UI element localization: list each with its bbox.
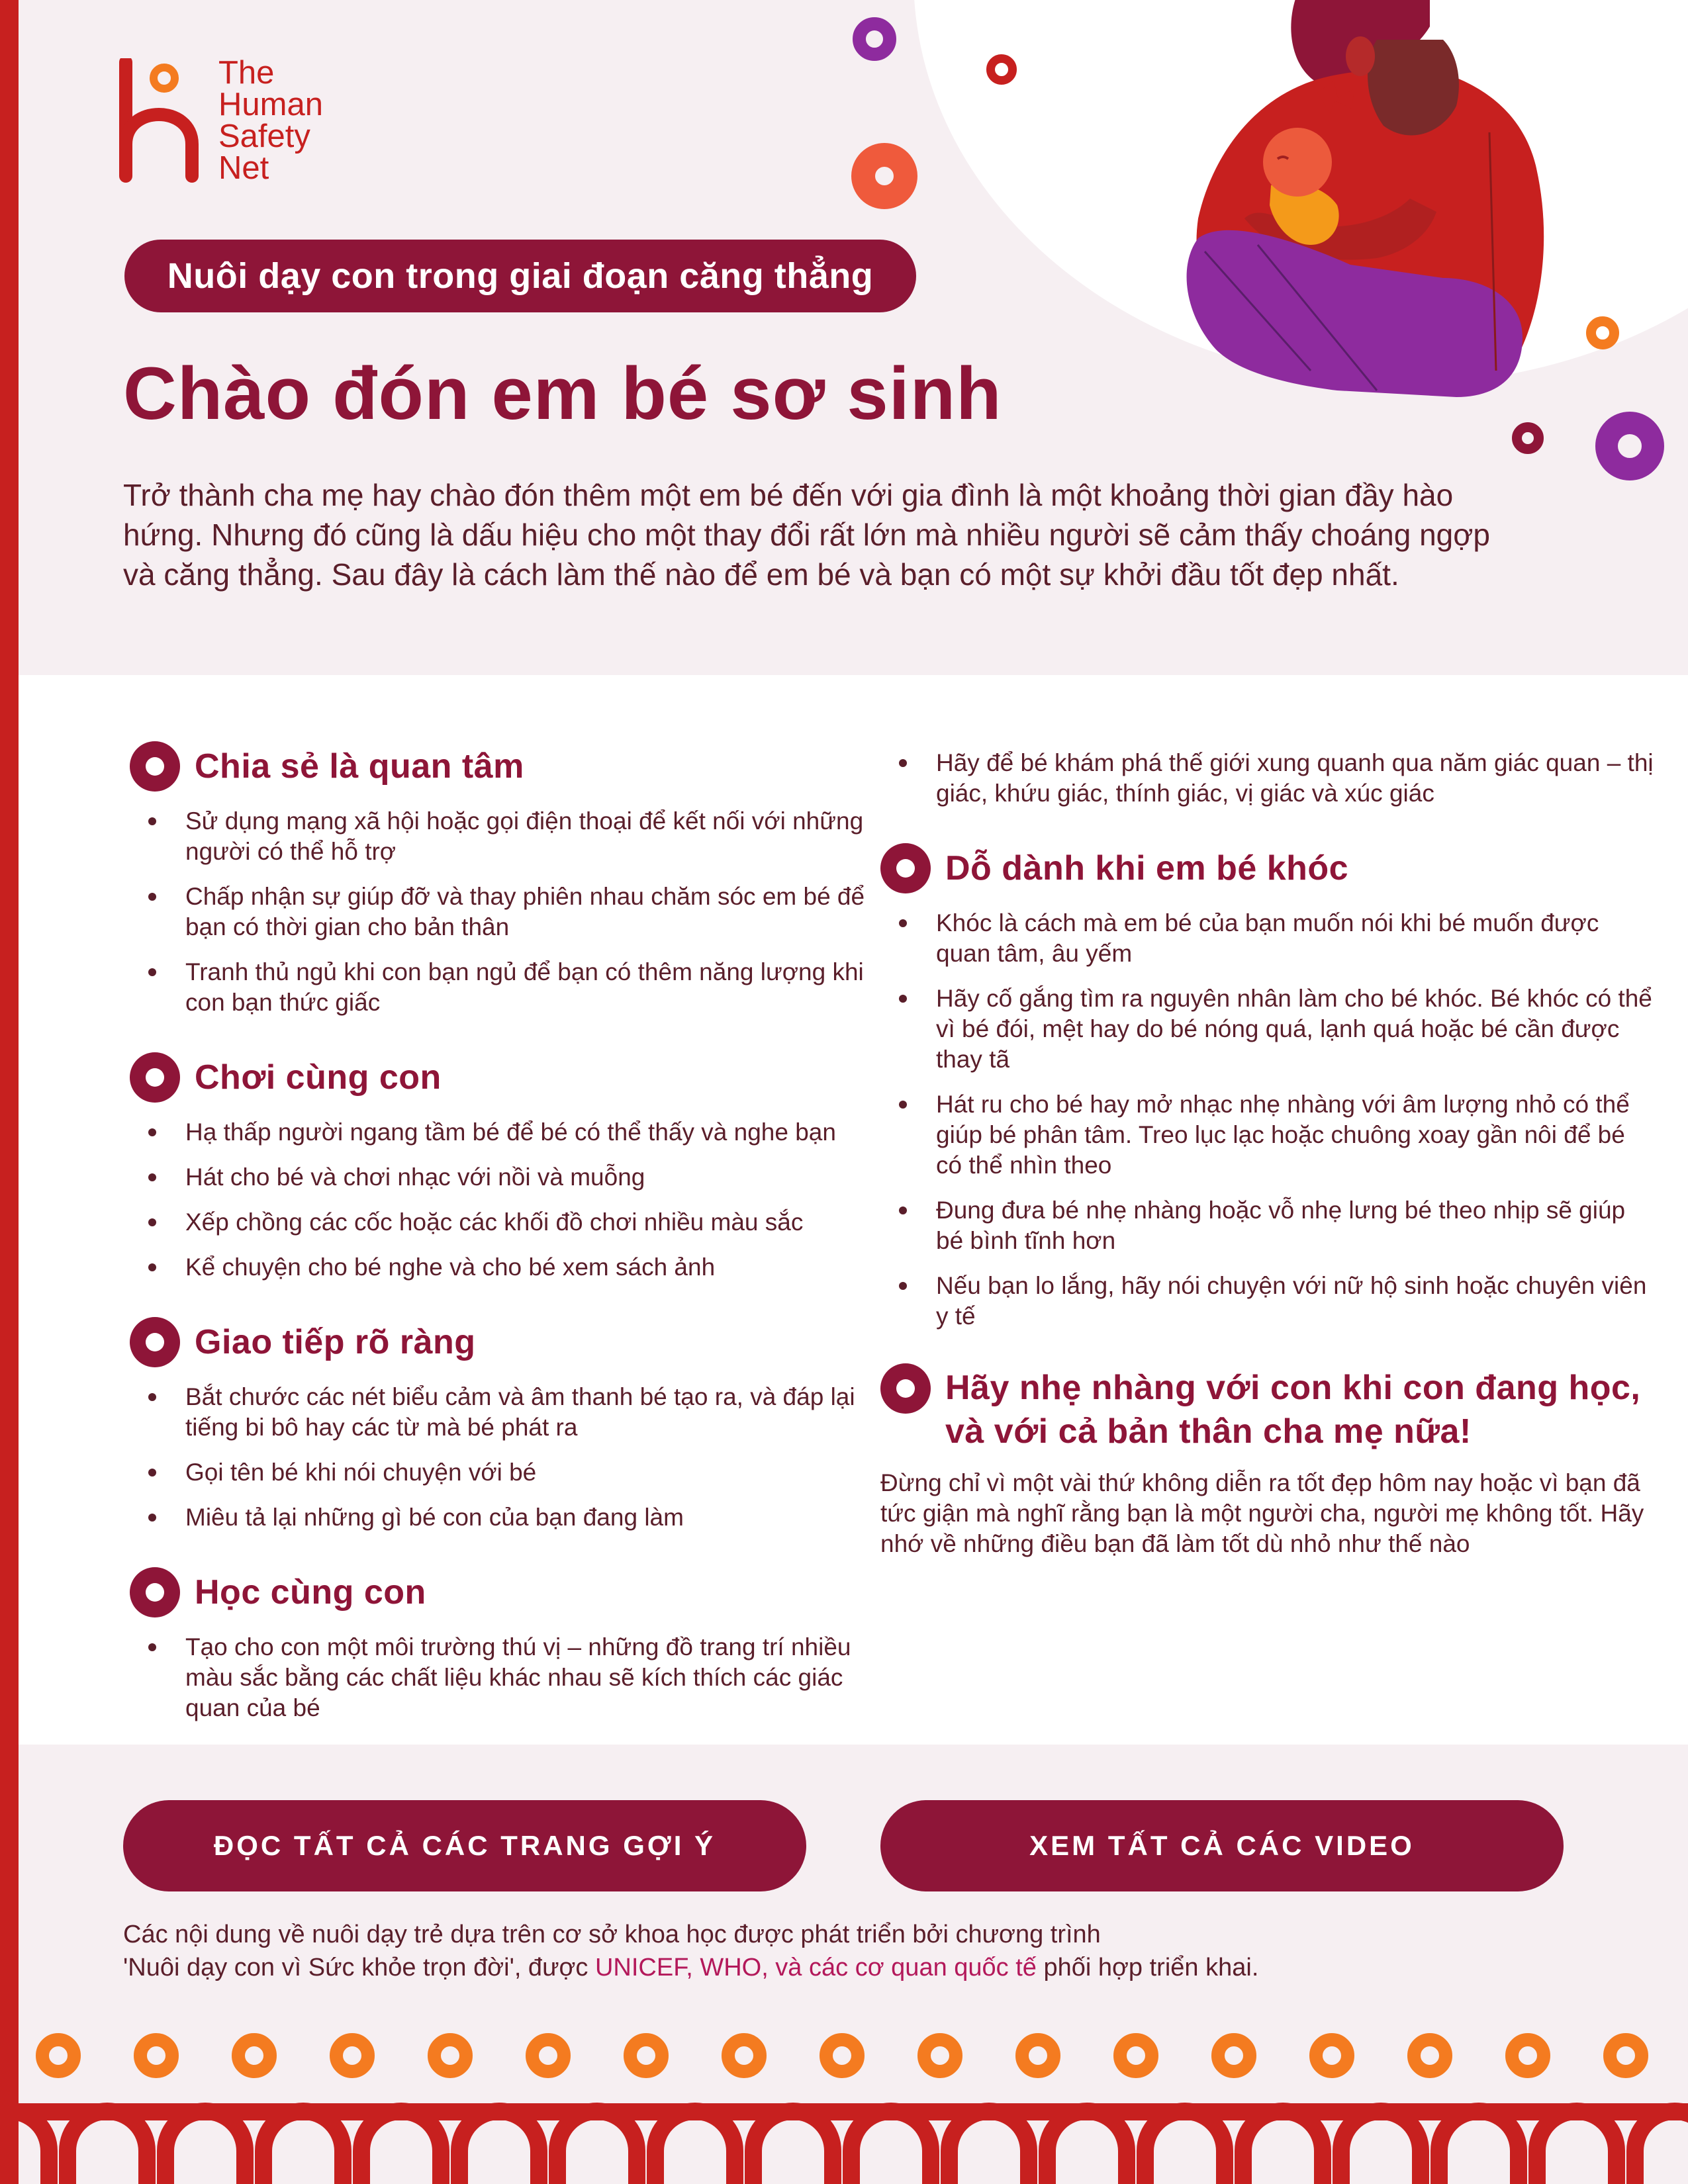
section-title: Giao tiếp rõ ràng [195,1323,476,1361]
list-item: Hãy để bé khám phá thế giới xung quanh qua năm giác quan – thị giác, khứu giác, thính giác, vị giác và xúc giác [936,748,1655,809]
decorative-ring [986,54,1017,85]
orange-ring [140,2040,172,2071]
decorative-ring [853,17,896,61]
red-arch [1439,2111,1519,2184]
section-header [130,1052,878,1103]
red-arch [1047,2111,1127,2184]
ring-bullet-icon [880,1363,931,1414]
list-item: Xếp chồng các cốc hoặc các khối đồ chơi nhiều màu sắc [185,1207,878,1238]
list-item: Khóc là cách mà em bé của bạn muốn nói khi bé muốn được quan tâm, âu yếm [936,908,1655,969]
orange-ring [238,2040,270,2071]
section-title: Chia sẻ là quan tâm [195,747,524,786]
red-arch [753,2111,833,2184]
closing-paragraph: Đừng chỉ vì một vài thứ không diễn ra tốt đẹp hôm nay hoặc vì bạn đã tức giận mà nghĩ rằng bạn là một người cha, người mẹ không tốt. Hãy nhớ về những điều bạn đã làm tốt dù nhỏ như thế nào [880,1469,1644,1557]
list-item: Hát ru cho bé hay mở nhạc nhẹ nhàng với âm lượng nhỏ có thể giúp bé phân tâm. Treo lục lạc hoặc chuông xoay gần nôi để bé có thể nhìn theo [936,1089,1655,1181]
list-item: Kể chuyện cho bé nghe và cho bé xem sách ảnh [185,1252,878,1283]
right-column [880,748,1655,1559]
list-item: Hãy cố gắng tìm ra nguyên nhân làm cho bé khóc. Bé khóc có thể vì bé đói, mệt hay do bé nóng quá, lạnh quá hoặc bé cần được thay tã [936,983,1655,1075]
red-arch [263,2111,343,2184]
page-title: Chào đón em bé sơ sinh [123,352,1002,435]
orange-ring [434,2040,466,2071]
list-item: Miêu tả lại những gì bé con của bạn đang làm [185,1502,878,1533]
credit-text [123,1918,1546,1984]
left-accent-stripe [0,0,19,2184]
section-header [880,1366,1655,1453]
red-arch [1341,2111,1421,2184]
section-title: Học cùng con [195,1573,426,1612]
orange-ring [1610,2040,1642,2071]
orange-ring [1414,2040,1446,2071]
decorative-ring [851,143,917,209]
series-label: Nuôi dạy con trong giai đoạn căng thẳng [124,240,916,312]
section-header [130,1567,878,1617]
list-item: Tạo cho con một môi trường thú vị – những đồ trang trí nhiều màu sắc bằng các chất liệu khác nhau sẽ kích thích các giác quan của bé [185,1632,878,1723]
orange-ring [924,2040,956,2071]
orange-ring [42,2040,74,2071]
tips-list [130,1632,878,1723]
tips-list [130,1117,878,1283]
orange-ring [336,2040,368,2071]
orange-ring [728,2040,760,2071]
red-arch [1635,2111,1688,2184]
orange-ring [1120,2040,1152,2071]
red-arch [68,2111,147,2184]
red-arch [851,2111,931,2184]
list-item: Gọi tên bé khi nói chuyện với bé [185,1457,878,1488]
red-arch [949,2111,1029,2184]
red-arch [459,2111,539,2184]
parent-holding-baby-illustration [1099,0,1549,424]
red-arch [0,2111,49,2184]
list-item: Chấp nhận sự giúp đỡ và thay phiên nhau chăm sóc em bé để bạn có thời gian cho bản thân [185,882,878,942]
section-header [130,1317,878,1367]
credit-line-1: Các nội dung về nuôi dạy trẻ dựa trên cơ sở khoa học được phát triển bởi chương trình [123,1921,1101,1948]
orange-ring [532,2040,564,2071]
read-all-tips-button[interactable]: ĐỌC TẤT CẢ CÁC TRANG GỢI Ý [123,1800,806,1891]
credit-line-2-start: 'Nuôi dạy con vì Sức khỏe trọn đời', được [123,1954,595,1981]
section-title: Dỗ dành khi em bé khóc [945,849,1349,887]
red-arch [165,2111,245,2184]
list-item: Tranh thủ ngủ khi con bạn ngủ để bạn có thêm năng lượng khi con bạn thức giấc [185,957,878,1018]
orange-ring [1022,2040,1054,2071]
red-arch [557,2111,637,2184]
red-arches [0,2111,1688,2184]
list-item: Sử dụng mạng xã hội hoặc gọi điện thoại để kết nối với những người có thể hỗ trợ [185,806,878,867]
intro-paragraph: Trở thành cha mẹ hay chào đón thêm một em bé đến với gia đình là một khoảng thời gian đầy hào hứng. Nhưng đó cũng là dấu hiệu cho một thay đổi rất lớn mà nhiều người sẽ cảm thấy choáng ngợp và căng thẳng. Sau đây là cách làm thế nào để em bé và bạn có một sự khởi đầu tốt đẹp nhất. [123,478,1491,592]
red-arch [1145,2111,1225,2184]
left-column [130,741,878,1738]
orange-rings [42,2040,1642,2071]
section-title: Chơi cùng con [195,1058,442,1097]
logo-wordmark: The Human Safety Net [218,55,323,186]
section-title: Hãy nhẹ nhàng với con khi con đang học, và với cả bản thân cha mẹ nữa! [945,1369,1641,1451]
section-header [880,843,1655,893]
partners-link[interactable]: UNICEF, WHO, và các cơ quan quốc tế [594,1954,1037,1981]
decorative-ring [1586,316,1619,349]
tips-list [880,908,1655,1332]
orange-ring [826,2040,858,2071]
ring-bullet-icon [130,1317,180,1367]
tips-list [880,748,1655,809]
list-item: Nếu bạn lo lắng, hãy nói chuyện với nữ hộ sinh hoặc chuyên viên y tế [936,1271,1655,1332]
ring-bullet-icon [130,741,180,792]
orange-ring [1512,2040,1544,2071]
list-item: Bắt chước các nét biểu cảm và âm thanh bé tạo ra, và đáp lại tiếng bi bô hay các từ mà bé phát ra [185,1382,878,1443]
tips-list [130,806,878,1018]
orange-ring [1218,2040,1250,2071]
orange-ring [630,2040,662,2071]
ring-bullet-icon [880,843,931,893]
ring-bullet-icon [130,1052,180,1103]
decorative-ring [1512,422,1544,454]
orange-ring [1316,2040,1348,2071]
list-item: Hát cho bé và chơi nhạc với nồi và muỗng [185,1162,878,1193]
credit-line-2-end: phối hợp triển khai. [1036,1954,1259,1981]
tips-list [130,1382,878,1533]
red-arch [361,2111,441,2184]
red-arch [1537,2111,1617,2184]
watch-all-videos-button[interactable]: XEM TẤT CẢ CÁC VIDEO [880,1800,1564,1891]
decorative-ring [1595,412,1664,480]
list-item: Đung đưa bé nhẹ nhàng hoặc vỗ nhẹ lưng bé theo nhịp sẽ giúp bé bình tĩnh hơn [936,1195,1655,1256]
red-arch [1243,2111,1323,2184]
section-header [130,741,878,792]
red-arch [655,2111,735,2184]
list-item: Hạ thấp người ngang tầm bé để bé có thể thấy và nghe bạn [185,1117,878,1148]
ring-bullet-icon [130,1567,180,1617]
decorative-bottom-border [0,2019,1688,2184]
